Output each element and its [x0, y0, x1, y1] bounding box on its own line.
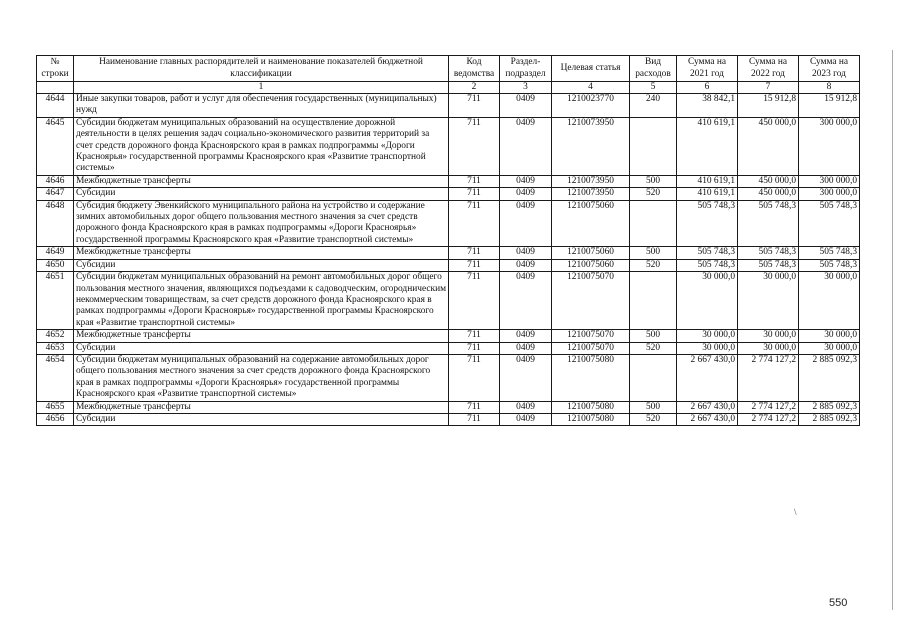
- cell-target: 1210075060: [552, 247, 630, 259]
- table-row: [37, 401, 860, 413]
- cell-section: 0409: [500, 175, 552, 187]
- cell-dept-code: 711: [449, 330, 500, 342]
- cell-sum-2022: 2 774 127,2: [738, 354, 799, 401]
- table-row: [37, 200, 860, 247]
- col-number: 8: [799, 82, 860, 94]
- cell-expense-type: 240: [630, 94, 677, 118]
- cell-dept-code: 711: [449, 94, 500, 118]
- cell-target: 1210073950: [552, 117, 630, 175]
- cell-section: 0409: [500, 94, 552, 118]
- cell-section: 0409: [500, 330, 552, 342]
- cell-section: 0409: [500, 413, 552, 425]
- cell-sum-2022: 450 000,0: [738, 188, 799, 200]
- cell-expense-type: 500: [630, 247, 677, 259]
- scan-mark: \: [794, 507, 797, 517]
- cell-sum-2021: 505 748,3: [677, 200, 738, 247]
- cell-sum-2023: 300 000,0: [799, 188, 860, 200]
- cell-sum-2021: 410 619,1: [677, 117, 738, 175]
- cell-expense-type: 520: [630, 413, 677, 425]
- cell-row-no: 4651: [37, 272, 74, 330]
- cell-sum-2021: 505 748,3: [677, 259, 738, 271]
- table-row: [37, 342, 860, 354]
- cell-expense-type: [630, 272, 677, 330]
- cell-sum-2023: 2 885 092,3: [799, 413, 860, 425]
- cell-name: Субсидии: [74, 188, 449, 200]
- cell-target: 1210073950: [552, 175, 630, 187]
- cell-sum-2023: 30 000,0: [799, 272, 860, 330]
- cell-expense-type: 520: [630, 259, 677, 271]
- cell-sum-2022: 15 912,8: [738, 94, 799, 118]
- cell-dept-code: 711: [449, 200, 500, 247]
- cell-sum-2022: 505 748,3: [738, 247, 799, 259]
- cell-sum-2022: 2 774 127,2: [738, 413, 799, 425]
- header-expense-type: Вид расходов: [630, 56, 677, 82]
- cell-sum-2021: 30 000,0: [677, 342, 738, 354]
- cell-target: 1210075070: [552, 342, 630, 354]
- cell-expense-type: 500: [630, 401, 677, 413]
- table-row: [37, 117, 860, 175]
- table-header-row: [37, 56, 860, 82]
- cell-row-no: 4653: [37, 342, 74, 354]
- cell-sum-2023: 300 000,0: [799, 117, 860, 175]
- cell-dept-code: 711: [449, 259, 500, 271]
- cell-expense-type: 520: [630, 188, 677, 200]
- header-row-no: № строки: [37, 56, 74, 82]
- cell-dept-code: 711: [449, 354, 500, 401]
- col-number: 5: [630, 82, 677, 94]
- cell-sum-2021: 410 619,1: [677, 175, 738, 187]
- cell-name: Субсидии бюджетам муниципальных образований на ремонт автомобильных дорог общего пользования местного значения, являющихся подъездами к садоводческим, огородническим некоммерческим товариществам, за счет средств дорожного фонда Красноярского края в рамках подпрограммы «Дороги Красноярья» государственной программы Красноярского края «Развитие транспортной системы»: [74, 272, 449, 330]
- cell-sum-2023: 300 000,0: [799, 175, 860, 187]
- col-number: [37, 82, 74, 94]
- cell-dept-code: 711: [449, 175, 500, 187]
- cell-sum-2023: 2 885 092,3: [799, 354, 860, 401]
- cell-sum-2022: 30 000,0: [738, 330, 799, 342]
- cell-row-no: 4656: [37, 413, 74, 425]
- cell-sum-2022: 30 000,0: [738, 342, 799, 354]
- cell-expense-type: 500: [630, 330, 677, 342]
- cell-section: 0409: [500, 117, 552, 175]
- col-number: 3: [500, 82, 552, 94]
- cell-section: 0409: [500, 272, 552, 330]
- table-row: [37, 330, 860, 342]
- cell-target: 1210075060: [552, 200, 630, 247]
- column-number-row: [37, 82, 860, 94]
- table-row: [37, 413, 860, 425]
- col-number: 2: [449, 82, 500, 94]
- cell-sum-2022: 2 774 127,2: [738, 401, 799, 413]
- cell-section: 0409: [500, 342, 552, 354]
- cell-section: 0409: [500, 247, 552, 259]
- cell-sum-2022: 505 748,3: [738, 259, 799, 271]
- cell-section: 0409: [500, 200, 552, 247]
- cell-dept-code: 711: [449, 342, 500, 354]
- cell-sum-2022: 505 748,3: [738, 200, 799, 247]
- cell-dept-code: 711: [449, 188, 500, 200]
- col-number: 6: [677, 82, 738, 94]
- header-section: Раздел-подраздел: [500, 56, 552, 82]
- cell-target: 1210075080: [552, 354, 630, 401]
- cell-section: 0409: [500, 354, 552, 401]
- cell-name: Иные закупки товаров, работ и услуг для обеспечения государственных (муниципальных) нужд: [74, 94, 449, 118]
- cell-target: 1210075080: [552, 413, 630, 425]
- cell-row-no: 4655: [37, 401, 74, 413]
- cell-row-no: 4648: [37, 200, 74, 247]
- cell-dept-code: 711: [449, 247, 500, 259]
- budget-table: [36, 55, 860, 426]
- cell-expense-type: 520: [630, 342, 677, 354]
- cell-sum-2023: 30 000,0: [799, 330, 860, 342]
- cell-target: 1210073950: [552, 188, 630, 200]
- cell-row-no: 4644: [37, 94, 74, 118]
- cell-row-no: 4645: [37, 117, 74, 175]
- cell-name: Субсидия бюджету Эвенкийского муниципального района на устройство и содержание зимних автомобильных дорог общего пользования местного значения за счет средств дорожного фонда Красноярского края в рамках подпрограммы «Дороги Красноярья» государственной программы Красноярского края «Развитие транспортной системы»: [74, 200, 449, 247]
- col-number: 4: [552, 82, 630, 94]
- cell-name: Субсидии: [74, 342, 449, 354]
- table-body: [37, 94, 860, 426]
- cell-target: 1210075080: [552, 401, 630, 413]
- header-sum-2022: Сумма на 2022 год: [738, 56, 799, 82]
- cell-dept-code: 711: [449, 401, 500, 413]
- table-row: [37, 354, 860, 401]
- cell-sum-2022: 450 000,0: [738, 175, 799, 187]
- cell-sum-2022: 450 000,0: [738, 117, 799, 175]
- header-dept-code: Код ведомства: [449, 56, 500, 82]
- cell-expense-type: [630, 354, 677, 401]
- table-row: [37, 175, 860, 187]
- cell-target: 1210075060: [552, 259, 630, 271]
- cell-sum-2023: 15 912,8: [799, 94, 860, 118]
- cell-sum-2021: 38 842,1: [677, 94, 738, 118]
- cell-row-no: 4652: [37, 330, 74, 342]
- scan-edge-line: [892, 50, 893, 610]
- header-sum-2023: Сумма на 2023 год: [799, 56, 860, 82]
- cell-row-no: 4646: [37, 175, 74, 187]
- cell-name: Субсидии: [74, 413, 449, 425]
- col-number: 1: [74, 82, 449, 94]
- table-row: [37, 272, 860, 330]
- cell-section: 0409: [500, 259, 552, 271]
- cell-target: 1210023770: [552, 94, 630, 118]
- cell-sum-2021: 505 748,3: [677, 247, 738, 259]
- cell-name: Межбюджетные трансферты: [74, 330, 449, 342]
- table-row: [37, 94, 860, 118]
- cell-sum-2021: 2 667 430,0: [677, 354, 738, 401]
- header-name: Наименование главных распорядителей и наименование показателей бюджетной классификации: [74, 56, 449, 82]
- cell-target: 1210075070: [552, 272, 630, 330]
- cell-name: Субсидии бюджетам муниципальных образований на содержание автомобильных дорог общего пользования местного значения за счет средств дорожного фонда Красноярского края в рамках подпрограммы «Дороги Красноярья» государственной программы Красноярского края «Развитие транспортной системы»: [74, 354, 449, 401]
- cell-row-no: 4650: [37, 259, 74, 271]
- cell-expense-type: [630, 200, 677, 247]
- cell-sum-2023: 2 885 092,3: [799, 401, 860, 413]
- cell-row-no: 4654: [37, 354, 74, 401]
- cell-expense-type: 500: [630, 175, 677, 187]
- cell-sum-2021: 2 667 430,0: [677, 401, 738, 413]
- cell-sum-2023: 505 748,3: [799, 247, 860, 259]
- header-target: Целевая статья: [552, 56, 630, 82]
- cell-row-no: 4647: [37, 188, 74, 200]
- cell-name: Межбюджетные трансферты: [74, 247, 449, 259]
- cell-sum-2021: 2 667 430,0: [677, 413, 738, 425]
- cell-expense-type: [630, 117, 677, 175]
- cell-sum-2023: 505 748,3: [799, 200, 860, 247]
- cell-sum-2021: 30 000,0: [677, 330, 738, 342]
- cell-sum-2023: 30 000,0: [799, 342, 860, 354]
- cell-section: 0409: [500, 401, 552, 413]
- cell-section: 0409: [500, 188, 552, 200]
- cell-dept-code: 711: [449, 413, 500, 425]
- table-row: [37, 247, 860, 259]
- col-number: 7: [738, 82, 799, 94]
- cell-target: 1210075070: [552, 330, 630, 342]
- page-number: 550: [829, 597, 848, 609]
- cell-sum-2021: 30 000,0: [677, 272, 738, 330]
- table-row: [37, 188, 860, 200]
- cell-name: Межбюджетные трансферты: [74, 175, 449, 187]
- cell-dept-code: 711: [449, 272, 500, 330]
- table-row: [37, 259, 860, 271]
- cell-sum-2021: 410 619,1: [677, 188, 738, 200]
- cell-name: Межбюджетные трансферты: [74, 401, 449, 413]
- cell-row-no: 4649: [37, 247, 74, 259]
- cell-sum-2023: 505 748,3: [799, 259, 860, 271]
- header-sum-2021: Сумма на 2021 год: [677, 56, 738, 82]
- cell-dept-code: 711: [449, 117, 500, 175]
- cell-name: Субсидии бюджетам муниципальных образований на осуществление дорожной деятельности в целях решения задач социально-экономического развития территорий за счет средств дорожного фонда Красноярского края в рамках подпрограммы «Дороги Красноярья» государственной программы Красноярского края «Развитие транспортной системы»: [74, 117, 449, 175]
- cell-sum-2022: 30 000,0: [738, 272, 799, 330]
- cell-name: Субсидии: [74, 259, 449, 271]
